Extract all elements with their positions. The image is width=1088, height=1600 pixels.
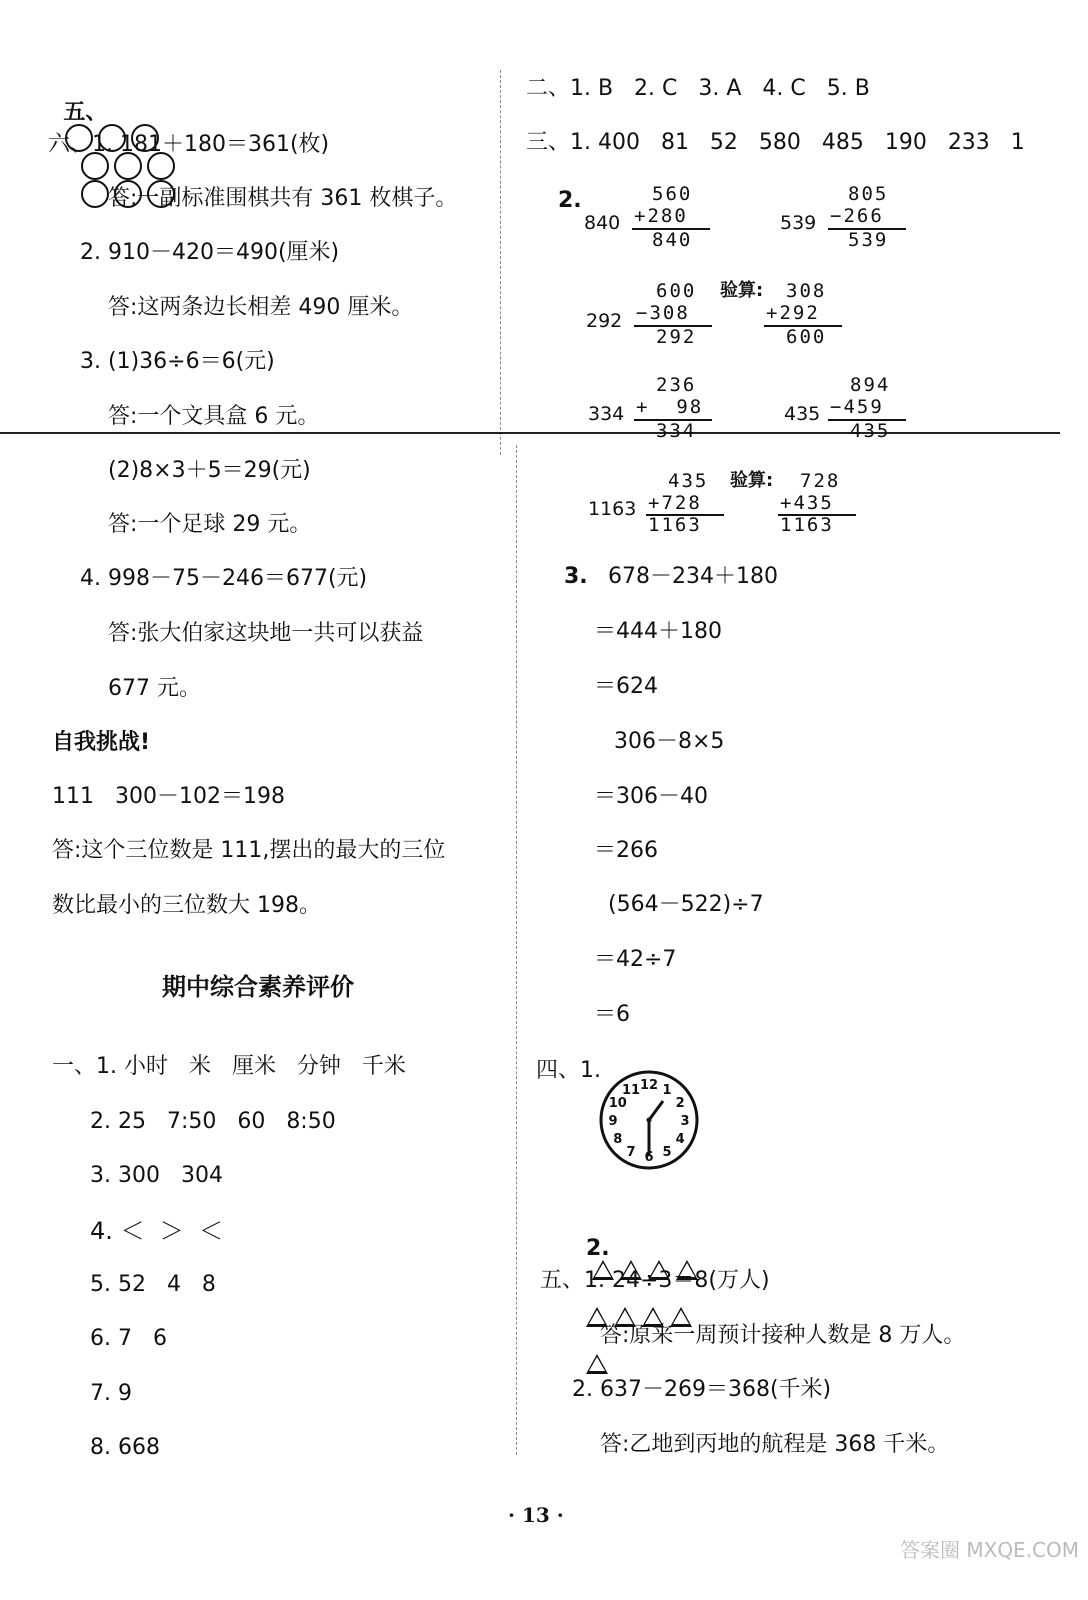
calc-operand: −266 <box>830 205 884 227</box>
calc-answer: 334 <box>588 403 625 425</box>
calc-result: 1163 <box>780 514 834 536</box>
page-number: · 13 · <box>508 1503 564 1527</box>
answer-line: 五、1. 24÷3＝8(万人) <box>540 1268 770 1293</box>
calc-top: 560 <box>652 183 693 205</box>
clock-number: 6 <box>644 1150 654 1165</box>
expression-line: (564－522)÷7 <box>608 892 764 917</box>
calc-top: 600 <box>656 280 697 302</box>
item-number: 3. <box>564 564 588 589</box>
clock-number: 10 <box>608 1096 627 1111</box>
section-five-shapes: 五、 <box>48 80 180 208</box>
calc-result: 600 <box>786 326 827 348</box>
calc-top: 435 <box>668 470 709 492</box>
answer-line: 答:一个文具盒 6 元。 <box>108 404 320 429</box>
triangles-group-3 <box>586 1354 614 1379</box>
expression-line: ＝6 <box>594 1002 630 1027</box>
clock-number: 1 <box>662 1082 672 1098</box>
calc-result: 840 <box>652 229 693 251</box>
answer-line: 二、1. B 2. C 3. A 4. C 5. B <box>526 76 870 101</box>
calc-top: 805 <box>848 183 889 205</box>
expression-line: ＝444＋180 <box>594 619 722 644</box>
expression-line: ＝42÷7 <box>594 947 677 972</box>
answer-line: 2. 910－420＝490(厘米) <box>80 240 340 265</box>
answer-line: 一、1. 小时 米 厘米 分钟 千米 <box>52 1054 406 1079</box>
calc-answer: 840 <box>584 212 621 234</box>
answer-line: 3. 300 304 <box>90 1163 223 1188</box>
column-divider <box>500 70 501 455</box>
expression-line: ＝624 <box>594 674 658 699</box>
clock-number: 3 <box>680 1114 690 1129</box>
clock-number: 4 <box>675 1132 685 1147</box>
expression-line: ＝306－40 <box>594 784 708 809</box>
check-label: 验算: <box>720 280 764 301</box>
page-fold-line <box>0 432 1060 434</box>
answer-line: 答:一个足球 29 元。 <box>108 512 312 537</box>
answer-line: 7. 9 <box>90 1381 132 1406</box>
answer-line: 111 300－102＝198 <box>52 784 285 809</box>
answer-line: 答:乙地到丙地的航程是 368 千米。 <box>600 1432 950 1457</box>
answer-line: 3. (1)36÷6＝6(元) <box>80 349 275 374</box>
calc-operand: +435 <box>780 492 834 514</box>
clock-number: 12 <box>639 1078 659 1093</box>
calc-top: 728 <box>800 470 841 492</box>
clock-number: 7 <box>626 1145 636 1161</box>
answer-line: 8. 668 <box>90 1435 160 1460</box>
calc-result: 435 <box>850 420 891 442</box>
calc-result: 334 <box>656 420 697 442</box>
answer-line: 4. ＜ ＞ ＜ <box>90 1217 224 1245</box>
calc-answer: 1163 <box>588 498 637 520</box>
column-divider-lower <box>516 445 517 1455</box>
clock-number: 8 <box>613 1132 623 1147</box>
check-label: 验算: <box>730 470 774 491</box>
calc-operand: +728 <box>648 492 702 514</box>
calc-operand: +280 <box>634 205 688 227</box>
answer-line: (2)8×3＋5＝29(元) <box>108 458 311 483</box>
answer-line: 数比最小的三位数大 198。 <box>52 893 321 918</box>
calc-operand: −308 <box>636 302 690 324</box>
calc-result: 292 <box>656 326 697 348</box>
calc-answer: 292 <box>586 310 623 332</box>
calc-top: 308 <box>786 280 827 302</box>
answer-line: 四、1. <box>536 1058 601 1083</box>
expression-line: ＝266 <box>594 838 658 863</box>
clock-number: 11 <box>621 1082 641 1098</box>
answer-line: 答:原来一周预计接种人数是 8 万人。 <box>600 1323 966 1348</box>
answer-line: 答:这个三位数是 111,摆出的最大的三位 <box>52 838 446 863</box>
clock-number: 5 <box>662 1145 672 1161</box>
calc-operand: −459 <box>830 396 884 418</box>
answer-line: 4. 998－75－246＝677(元) <box>80 566 368 591</box>
clock-face <box>594 1070 704 1170</box>
calc-answer: 539 <box>780 212 817 234</box>
answer-line: 三、1. 400 81 52 580 485 190 233 1 <box>526 130 1025 155</box>
answer-line: 答:张大伯家这块地一共可以获益 <box>108 621 424 646</box>
answer-line: 677 元。 <box>108 676 201 701</box>
section-title: 期中综合素养评价 <box>162 973 354 1001</box>
calc-operand: + 98 <box>636 396 704 418</box>
calc-operand: +292 <box>766 302 820 324</box>
answer-line: 2. 25 7:50 60 8:50 <box>90 1109 336 1134</box>
answer-line: 答:这两条边长相差 490 厘米。 <box>108 295 414 320</box>
calc-top: 894 <box>850 374 891 396</box>
calc-result: 1163 <box>648 514 702 536</box>
calc-answer: 435 <box>784 403 821 425</box>
answer-line: 5. 52 4 8 <box>90 1272 216 1297</box>
answer-line: 2. 637－269＝368(千米) <box>572 1377 832 1402</box>
watermark-logo: 答案圈 MXQE.COM <box>900 1538 1080 1562</box>
item-number: 2. <box>558 188 582 213</box>
calc-top: 236 <box>656 374 697 396</box>
clock-number: 2 <box>675 1096 685 1111</box>
answer-line: 6. 7 6 <box>90 1326 167 1351</box>
answer-line: 2. <box>572 1216 704 1379</box>
calc-result: 539 <box>848 229 889 251</box>
expression-line: 306－8×5 <box>614 729 725 754</box>
challenge-title: 自我挑战! <box>52 730 151 755</box>
answer-line: 答:一副标准围棋共有 361 枚棋子。 <box>108 186 458 211</box>
expression-line: 678－234＋180 <box>608 564 778 589</box>
clock-number: 9 <box>608 1114 618 1129</box>
answer-line: 六、1. 181＋180＝361(枚) <box>48 132 330 157</box>
